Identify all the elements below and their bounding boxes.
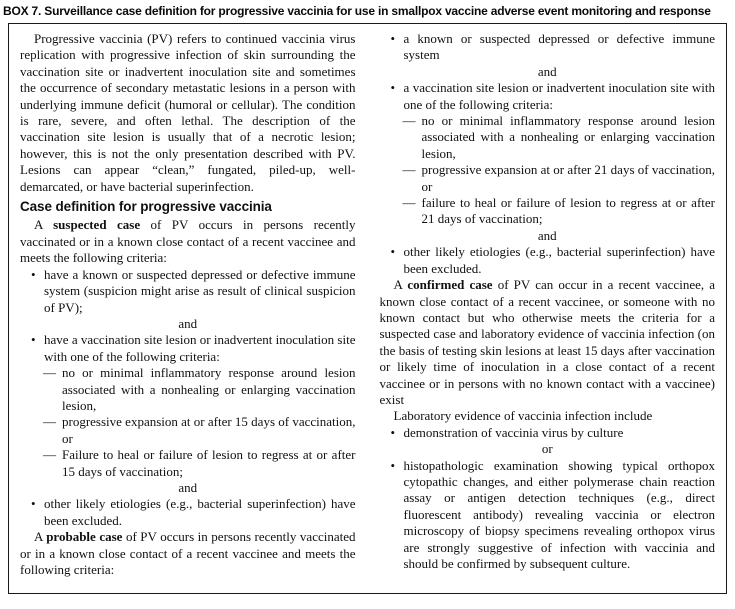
bullet-item	[20, 267, 356, 316]
bullet-icon: •	[31, 496, 36, 512]
text-run: progressive expansion at or after 15 days of vaccination, or	[62, 414, 356, 446]
item-text	[422, 195, 716, 226]
bullet-icon: •	[31, 332, 36, 348]
item-text	[62, 414, 356, 445]
text-run: Failure to heal or failure of lesion to regress at or after 15 days of vaccination;	[62, 447, 356, 479]
dash-icon: —	[43, 365, 56, 381]
text-run: no or minimal inflammatory response around lesion associated with a nonhealing or enlarging vaccination lesion,	[62, 365, 356, 413]
dash-item	[20, 365, 356, 414]
dash-item	[20, 447, 356, 480]
item-text	[422, 162, 716, 193]
dash-icon: —	[43, 414, 56, 430]
item-text	[404, 244, 716, 275]
dash-icon: —	[43, 447, 56, 463]
bullet-icon: •	[390, 424, 396, 440]
text-run: A	[34, 529, 47, 545]
dash-item	[380, 162, 716, 195]
right-column	[380, 31, 716, 587]
paragraph	[380, 277, 716, 408]
dash-item	[380, 113, 716, 162]
connector-word: and	[537, 227, 557, 243]
dash-item	[20, 414, 356, 447]
dash-icon: —	[402, 162, 416, 178]
text-run: a vaccination site lesion or inadvertent inoculation site with one of the following criteria:	[403, 80, 715, 112]
bullet-item	[380, 244, 716, 277]
case-definition-box	[8, 23, 727, 594]
text-run: of PV occurs in persons recently vaccinated or in a known close contact of a recent vaccinee and meets the following criteria:	[20, 217, 356, 266]
bullet-icon: •	[390, 457, 396, 473]
bullet-item	[20, 332, 356, 365]
text-run: no or minimal inflammatory response around lesion associated with a nonhealing or enlarging vaccination lesion,	[421, 113, 715, 161]
bullet-item	[380, 425, 716, 441]
text-run: failure to heal or failure of lesion to regress at or after 21 days of vaccination;	[421, 195, 715, 227]
dash-icon: —	[402, 195, 416, 211]
bullet-item	[20, 496, 356, 529]
text-run: have a vaccination site lesion or inadvertent inoculation site with one of the following criteria:	[44, 332, 356, 364]
connector-word: and	[178, 479, 198, 495]
item-text	[62, 365, 356, 413]
item-text	[404, 458, 716, 571]
section-heading: Case definition for progressive vaccinia	[20, 199, 272, 215]
item-text	[44, 267, 356, 315]
bullet-icon: •	[390, 244, 396, 260]
item-text	[422, 113, 716, 161]
box-title: BOX 7. Surveillance case definition for progressive vaccinia for use in smallpox vaccine adverse event monitoring and response	[3, 4, 711, 18]
dash-item	[380, 195, 716, 228]
bold-term: confirmed case	[407, 277, 493, 293]
paragraph	[20, 529, 356, 578]
dash-icon: —	[402, 113, 416, 129]
text-run: Laboratory evidence of vaccinia infection include	[393, 408, 653, 424]
left-column	[20, 31, 356, 587]
bold-term: suspected case	[53, 217, 141, 233]
connector-word: and	[178, 315, 198, 331]
text-run: progressive expansion at or after 21 days of vaccination, or	[421, 162, 715, 194]
text-run: other likely etiologies (e.g., bacterial superinfection) have been excluded.	[44, 496, 356, 528]
text-run: other likely etiologies (e.g., bacterial superinfection) have been excluded.	[403, 244, 715, 276]
bullet-icon: •	[390, 31, 396, 46]
text-run: a known or suspected depressed or defective immune system	[403, 31, 715, 63]
paragraph	[20, 217, 356, 266]
bullet-icon: •	[390, 80, 396, 96]
item-text	[404, 80, 716, 111]
bullet-icon: •	[31, 266, 36, 282]
paragraph	[380, 408, 716, 424]
text-run: of PV can occur in a recent vaccinee, a known close contact of a recent vaccinee, or someone with no known contact but who otherwise meets the criteria for a suspected case and laboratory evidence of vaccinia infection (on the basis of testing skin lesions at least 15 days after vaccination or likely time of inoculation in a close contact of a recent vaccinee or in persons with no known contact with a vaccinee) exist	[379, 277, 716, 407]
connector-word: or	[541, 441, 553, 457]
item-text	[404, 31, 716, 62]
item-text	[44, 496, 356, 527]
text-run: Progressive vaccinia (PV) refers to continued vaccinia virus replication with progressive infection of skin surrounding the vaccination site or inadvertent inoculation site and sometimes the occurrence of secondary metastatic lesions in a person with underlying immune deficit (humoral or cellular). The condition is rare, severe, and often lethal. The description of the vaccination site lesion is usually that of a necrotic lesion; however, this is not the only presentation described with PV. Lesions can appear “clean,” fungated, piled-up, well-demarcated, or have bacterial superinfection.	[20, 31, 356, 194]
text-run: A	[393, 277, 408, 293]
text-run: histopathologic examination showing typical orthopox cytopathic changes, and either polymerase chain reaction assay or antigen detection techniques (e.g., direct fluorescent antibody) revealing vaccinia or electron microscopy of biopsy specimens revealing orthopox virus are strongly suggestive of infection with vaccinia and should be confirmed by subsequent culture.	[403, 457, 715, 571]
text-run: demonstration of vaccinia virus by culture	[403, 424, 624, 440]
text-run: A	[34, 217, 54, 233]
bold-term: probable case	[46, 529, 123, 545]
bullet-item	[380, 31, 716, 64]
bullet-item	[380, 458, 716, 573]
item-text	[44, 332, 356, 363]
text-run: of PV occurs in persons recently vaccinated or in a known close contact of a recent vaccinee and meets the following criteria:	[20, 529, 356, 577]
connector-word: and	[537, 63, 557, 79]
paragraph	[20, 31, 356, 195]
item-text	[404, 425, 624, 440]
bullet-item	[380, 80, 716, 113]
item-text	[62, 447, 356, 478]
text-run: have a known or suspected depressed or defective immune system (suspicion might arise as result of clinical suspicion of PV);	[44, 266, 356, 315]
